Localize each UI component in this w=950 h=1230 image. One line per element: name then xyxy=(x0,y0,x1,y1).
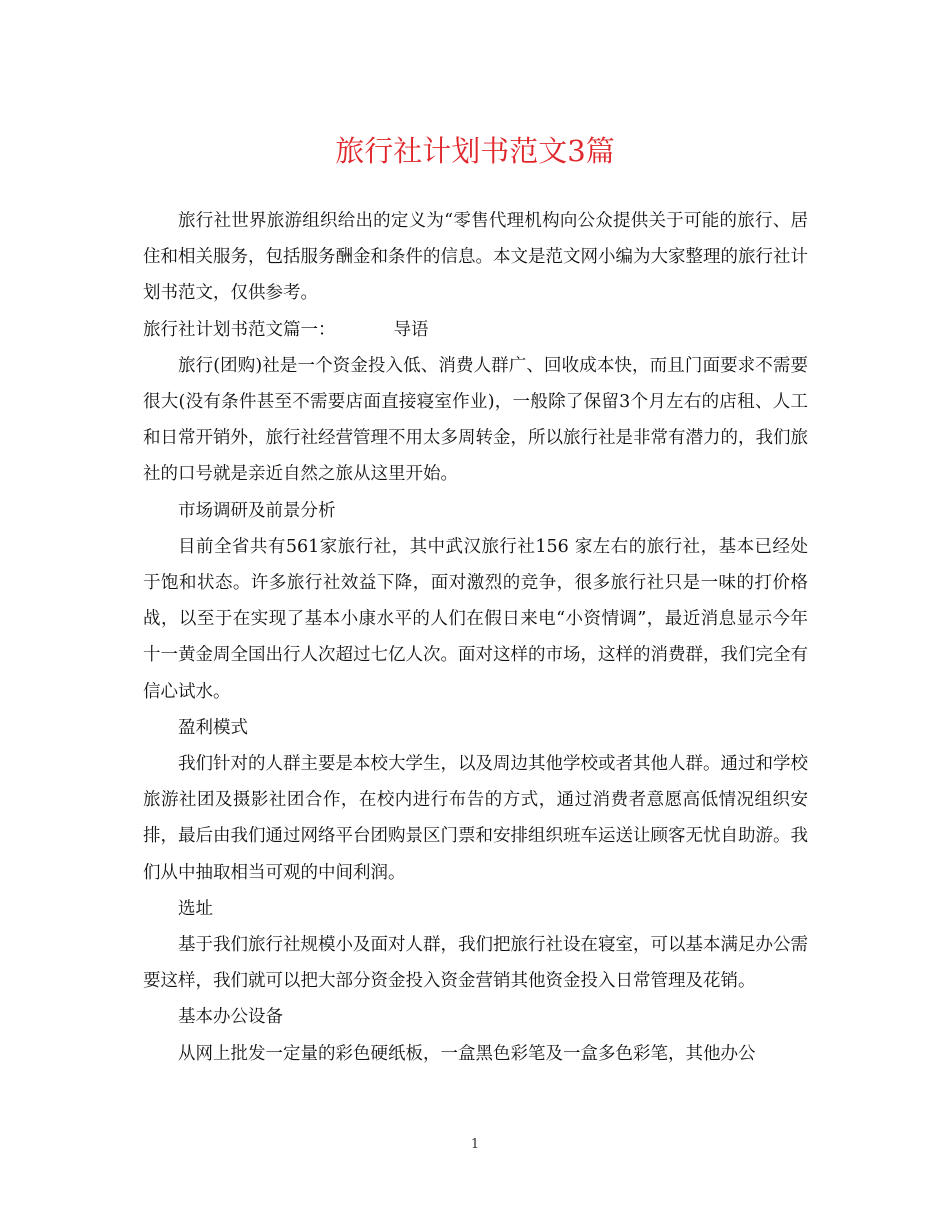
section-label: 旅行社计划书范文篇一： xyxy=(143,319,336,340)
paragraph-site-selection: 基于我们旅行社规模小及面对人群，我们把旅行社设在寝室，可以基本满足办公需要这样，我们就可以把大部分资金投入资金营销其他资金投入日常管理及花销。 xyxy=(143,935,808,992)
paragraph-profit-model: 我们针对的人群主要是本校大学生，以及周边其他学校或者其他人群。通过和学校旅游社团及摄影社团合作，在校内进行布告的方式，通过消费者意愿高低情况组织安排，最后由我们通过网络平台团购景区门票和安排组织班车运送让顾客无忧自助游。我们从中抽取相当可观的中间利润。 xyxy=(143,754,808,883)
intro-paragraph: 旅行社世界旅游组织给出的定义为“零售代理机构向公众提供关于可能的旅行、居住和相关服务，包括服务酬金和条件的信息。本文是范文网小编为大家整理的旅行社计划书范文，仅供参考。 xyxy=(143,211,808,304)
heading-office-equipment: 基本办公设备 xyxy=(178,1007,283,1028)
section-heading xyxy=(143,312,808,348)
paragraph-intro-business: 旅行(团购)社是一个资金投入低、消费人群广、回收成本快，而且门面要求不需要很大(没有条件甚至不需要店面直接寝室作业)，一般除了保留3个月左右的店租、人工和日常开销外，旅行社经营管理不用太多周转金，所以旅行社是非常有潜力的，我们旅社的口号就是亲近自然之旅从这里开始。 xyxy=(143,355,808,485)
page-number: 1 xyxy=(470,1137,480,1152)
document-body xyxy=(143,203,808,1072)
heading-profit-model: 盈利模式 xyxy=(178,717,248,738)
paragraph-office-equipment: 从网上批发一定量的彩色硬纸板，一盒黑色彩笔及一盒多色彩笔，其他办公 xyxy=(178,1043,756,1064)
heading-site-selection: 选址 xyxy=(178,898,213,919)
section-subtitle: 导语 xyxy=(393,319,429,340)
paragraph-market-research: 目前全省共有561家旅行社，其中武汉旅行社156 家左右的旅行社，基本已经处于饱和状态。许多旅行社效益下降，面对激烈的竞争，很多旅行社只是一味的打价格战，以至于在实现了基本小康水平的人们在假日来电“小资情调”，最近消息显示今年十一黄金周全国出行人次超过七亿人次。面对这样的市场，这样的消费群，我们完全有信心试水。 xyxy=(143,536,808,702)
document-title: 旅行社计划书范文3篇 xyxy=(335,134,615,168)
heading-market-research: 市场调研及前景分析 xyxy=(178,500,336,521)
